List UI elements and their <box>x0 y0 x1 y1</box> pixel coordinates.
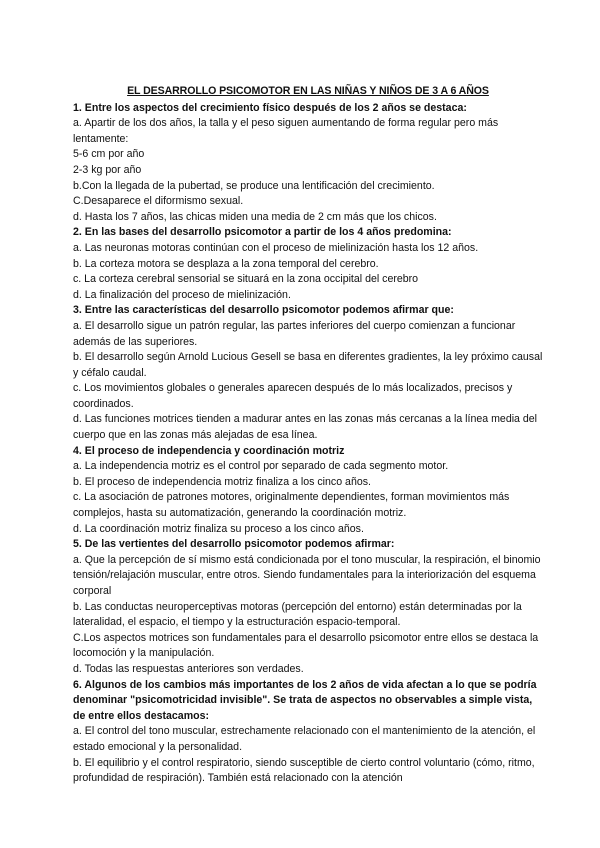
question-block <box>73 537 543 677</box>
answer-option: c. Los movimientos globales o generales aparecen después de lo más localizados, precisos y coordinados. <box>73 382 513 410</box>
page-title: EL DESARROLLO PSICOMOTOR EN LAS NIÑAS Y NIÑOS DE 3 A 6 AÑOS <box>127 85 489 97</box>
question-block <box>73 678 543 787</box>
answer-option: a. El desarrollo sigue un patrón regular, las partes inferiores del cuerpo comienzan a funcionar además de las superiores. <box>73 319 516 348</box>
answer-option: C.Desaparece el diformismo sexual. <box>73 195 244 208</box>
question-block <box>73 225 543 303</box>
answer-option: d. Las funciones motrices tienden a madurar antes en las zonas más cercanas a la línea media del cuerpo que en las zonas más alejadas de esa línea. <box>73 413 538 442</box>
question-list <box>73 101 543 787</box>
question-block <box>73 101 543 226</box>
answer-option: a. La independencia motriz es el control por separado de cada segmento motor. <box>73 460 449 473</box>
answer-option: a. El control del tono muscular, estrechamente relacionado con el mantenimiento de la atención, el estado emocional y la personalidad. <box>73 725 536 753</box>
answer-option: 2-3 kg por año <box>73 163 142 176</box>
answer-option: d. Todas las respuestas anteriores son verdades. <box>73 662 304 675</box>
document-body <box>73 84 543 787</box>
answer-option: b.Con la llegada de la pubertad, se produce una lentificación del crecimiento. <box>73 179 435 192</box>
question-heading: 1. Entre los aspectos del crecimiento físico después de los 2 años se destaca: <box>73 101 467 114</box>
answer-option: b. Las conductas neuroperceptivas motoras (percepción del entorno) están determinadas por la lateralidad, el espacio, el tiempo y la estructuración espacio-temporal. <box>73 600 522 629</box>
answer-option: b. El desarrollo según Arnold Lucious Gesell se basa en diferentes gradientes, la ley próximo causal y céfalo caudal. <box>73 351 543 379</box>
answer-option: d. La coordinación motriz finaliza su proceso a los cinco años. <box>73 522 364 535</box>
answer-option: a. Que la percepción de sí mismo está condicionada por el tono muscular, la respiración, el binomio tensión/relajación muscular, entre otros. Siendo fundamentales para la interiorización del esquema corporal <box>73 553 541 597</box>
question-heading: 3. Entre las características del desarrollo psicomotor podemos afirmar que: <box>73 304 454 317</box>
answer-option: c. La corteza cerebral sensorial se situará en la zona occipital del cerebro <box>73 273 419 286</box>
answer-option: b. El proceso de independencia motriz finaliza a los cinco años. <box>73 475 371 488</box>
question-block <box>73 303 543 443</box>
question-heading: 2. En las bases del desarrollo psicomotor a partir de los 4 años predomina: <box>73 226 452 239</box>
question-block <box>73 444 543 538</box>
answer-option: C.Los aspectos motrices son fundamentales para el desarrollo psicomotor entre ellos se destaca la locomoción y la manipulación. <box>73 631 539 660</box>
answer-option: a. Las neuronas motoras continúan con el proceso de mielinización hasta los 12 años. <box>73 241 479 254</box>
question-heading: 6. Algunos de los cambios más importantes de los 2 años de vida afectan a lo que se podría denominar "psicomotricidad invisible". Se trata de aspectos no observables a simple vista, de entre ellos destacamos: <box>73 678 537 722</box>
question-heading: 4. El proceso de independencia y coordinación motriz <box>73 444 345 457</box>
answer-option: 5-6 cm por año <box>73 148 145 161</box>
answer-option: a. Apartir de los dos años, la talla y el peso siguen aumentando de forma regular pero más lentamente: <box>73 117 499 145</box>
answer-option: b. El equilibrio y el control respiratorio, siendo susceptible de cierto control voluntario (cómo, ritmo, profundidad de respiración). También está relacionado con la atención <box>73 756 535 785</box>
answer-option: b. La corteza motora se desplaza a la zona temporal del cerebro. <box>73 257 379 270</box>
answer-option: d. Hasta los 7 años, las chicas miden una media de 2 cm más que los chicos. <box>73 210 437 223</box>
answer-option: d. La finalización del proceso de mielinización. <box>73 288 291 301</box>
answer-option: c. La asociación de patrones motores, originalmente dependientes, forman movimientos más complejos, hasta su automatización, generando la coordinación motriz. <box>73 491 510 520</box>
question-heading: 5. De las vertientes del desarrollo psicomotor podemos afirmar: <box>73 538 395 551</box>
